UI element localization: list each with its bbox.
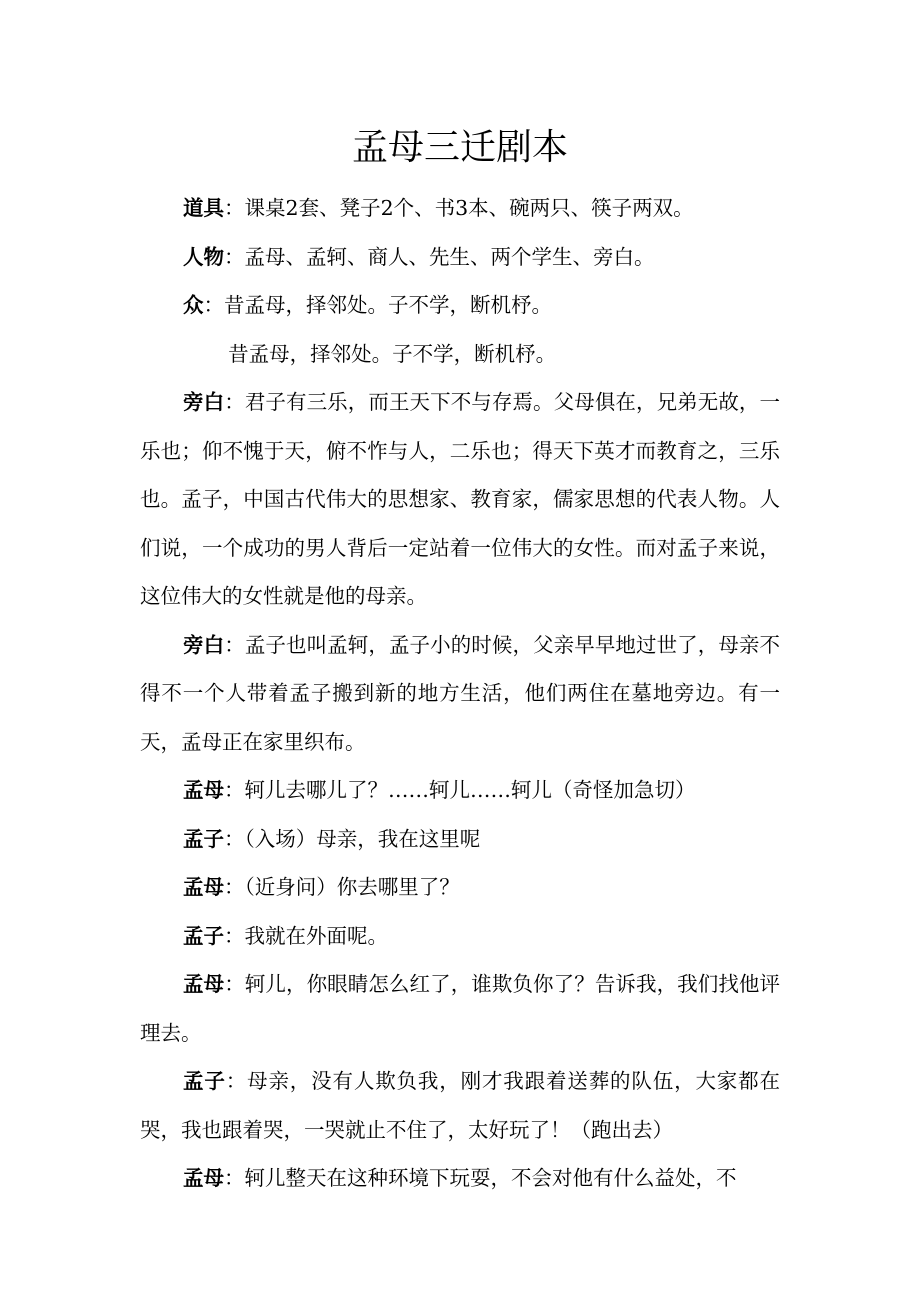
speaker-label: 道具 xyxy=(183,196,225,220)
paragraph-text: （近身问）你去哪里了？ xyxy=(244,875,460,899)
speaker-label: 孟子 xyxy=(183,923,225,948)
speaker-label: 旁白 xyxy=(183,390,225,414)
speaker-label: 孟子 xyxy=(183,1069,226,1093)
paragraph-text: 孟母、孟轲、商人、先生、两个学生、旁白。 xyxy=(244,244,655,269)
paragraph-text: （入场）母亲，我在这里呢 xyxy=(244,826,481,851)
characters-line: 人物：孟母、孟轲、商人、先生、两个学生、旁白。 xyxy=(183,244,655,269)
dialogue-line: 旁白：君子有三乐，而王天下不与存焉。父母俱在，兄弟无故，一乐也；仰不愧于天，俯不怍与人，二乐也；得天下英才而教育之，三乐也。孟子，中国古代伟大的思想家、教育家，儒家思想的代表人物。人们说，一个成功的男人背后一定站着一位伟大的女性。而对孟子来说，这位伟大的女性就是他的母亲。 xyxy=(140,390,781,608)
dialogue-line: 孟母：轲儿，你眼睛怎么红了，谁欺负你了？告诉我，我们找他评理去。 xyxy=(140,972,781,1045)
speaker-label: 人物 xyxy=(183,244,225,269)
paragraph-text: 轲儿，你眼睛怎么红了，谁欺负你了？告诉我，我们找他评理去。 xyxy=(140,972,781,1045)
dialogue-line: 孟子：母亲，没有人欺负我，刚才我跟着送葬的队伍，大家都在哭，我也跟着哭，一哭就止不住了，太好玩了！（跑出去） xyxy=(140,1069,781,1142)
dialogue-line: 孟母：轲儿去哪儿了？……轲儿……轲儿（奇怪加急切） xyxy=(183,778,696,802)
paragraph-text: 我就在外面呢。 xyxy=(244,923,389,948)
speaker-label: 孟母 xyxy=(183,1166,225,1190)
speaker-label: 孟母 xyxy=(183,875,225,899)
dialogue-line xyxy=(140,330,780,379)
paragraph-text: 孟子也叫孟轲，孟子小的时候，父亲早早地过世了，母亲不得不一个人带着孟子搬到新的地方生活，他们两住在墓地旁边。有一天，孟母正在家里织布。 xyxy=(140,632,781,754)
paragraph-text: 昔孟母，择邻处。子不学，断机杼。 xyxy=(228,341,557,366)
paragraph-text: 君子有三乐，而王天下不与存焉。父母俱在，兄弟无故，一乐也；仰不愧于天，俯不怍与人，二乐也；得天下英才而教育之，三乐也。孟子，中国古代伟大的思想家、教育家，儒家思想的代表人物。人们说，一个成功的男人背后一定站着一位伟大的女性。而对孟子来说，这位伟大的女性就是他的母亲。 xyxy=(140,390,781,608)
script-body xyxy=(140,184,780,1203)
speaker-label: 旁白 xyxy=(183,632,225,657)
paragraph-text: 轲儿整天在这种环境下玩耍，不会对他有什么益处，不 xyxy=(244,1166,737,1190)
dialogue-line: 孟子：我就在外面呢。 xyxy=(183,923,389,948)
paragraph-text: 母亲，没有人欺负我，刚才我跟着送葬的队伍，大家都在哭，我也跟着哭，一哭就止不住了，太好玩了！（跑出去） xyxy=(140,1069,781,1142)
document-title: 孟母三迁剧本 xyxy=(351,127,568,168)
dialogue-line: 旁白：孟子也叫孟轲，孟子小的时候，父亲早早地过世了，母亲不得不一个人带着孟子搬到新的地方生活，他们两住在墓地旁边。有一天，孟母正在家里织布。 xyxy=(140,632,781,754)
speaker-label: 孟子 xyxy=(183,826,225,851)
dialogue-line: 众：昔孟母，择邻处。子不学，断机杼。 xyxy=(183,293,553,317)
speaker-label: 孟母 xyxy=(183,972,225,996)
dialogue-line: 孟子：（入场）母亲，我在这里呢 xyxy=(183,826,481,851)
paragraph-text: 课桌2套、凳子2个、书3本、碗两只、筷子两双。 xyxy=(244,196,694,220)
dialogue-line: 孟母：轲儿整天在这种环境下玩耍，不会对他有什么益处，不 xyxy=(183,1166,737,1190)
speaker-label: 众 xyxy=(183,293,204,317)
dialogue-line: 孟母：（近身问）你去哪里了？ xyxy=(183,875,460,899)
props-line: 道具：课桌2套、凳子2个、书3本、碗两只、筷子两双。 xyxy=(183,196,694,220)
paragraph-text: 昔孟母，择邻处。子不学，断机杼。 xyxy=(224,293,553,317)
paragraph-text: 轲儿去哪儿了？……轲儿……轲儿（奇怪加急切） xyxy=(244,778,696,802)
speaker-label: 孟母 xyxy=(183,778,225,802)
